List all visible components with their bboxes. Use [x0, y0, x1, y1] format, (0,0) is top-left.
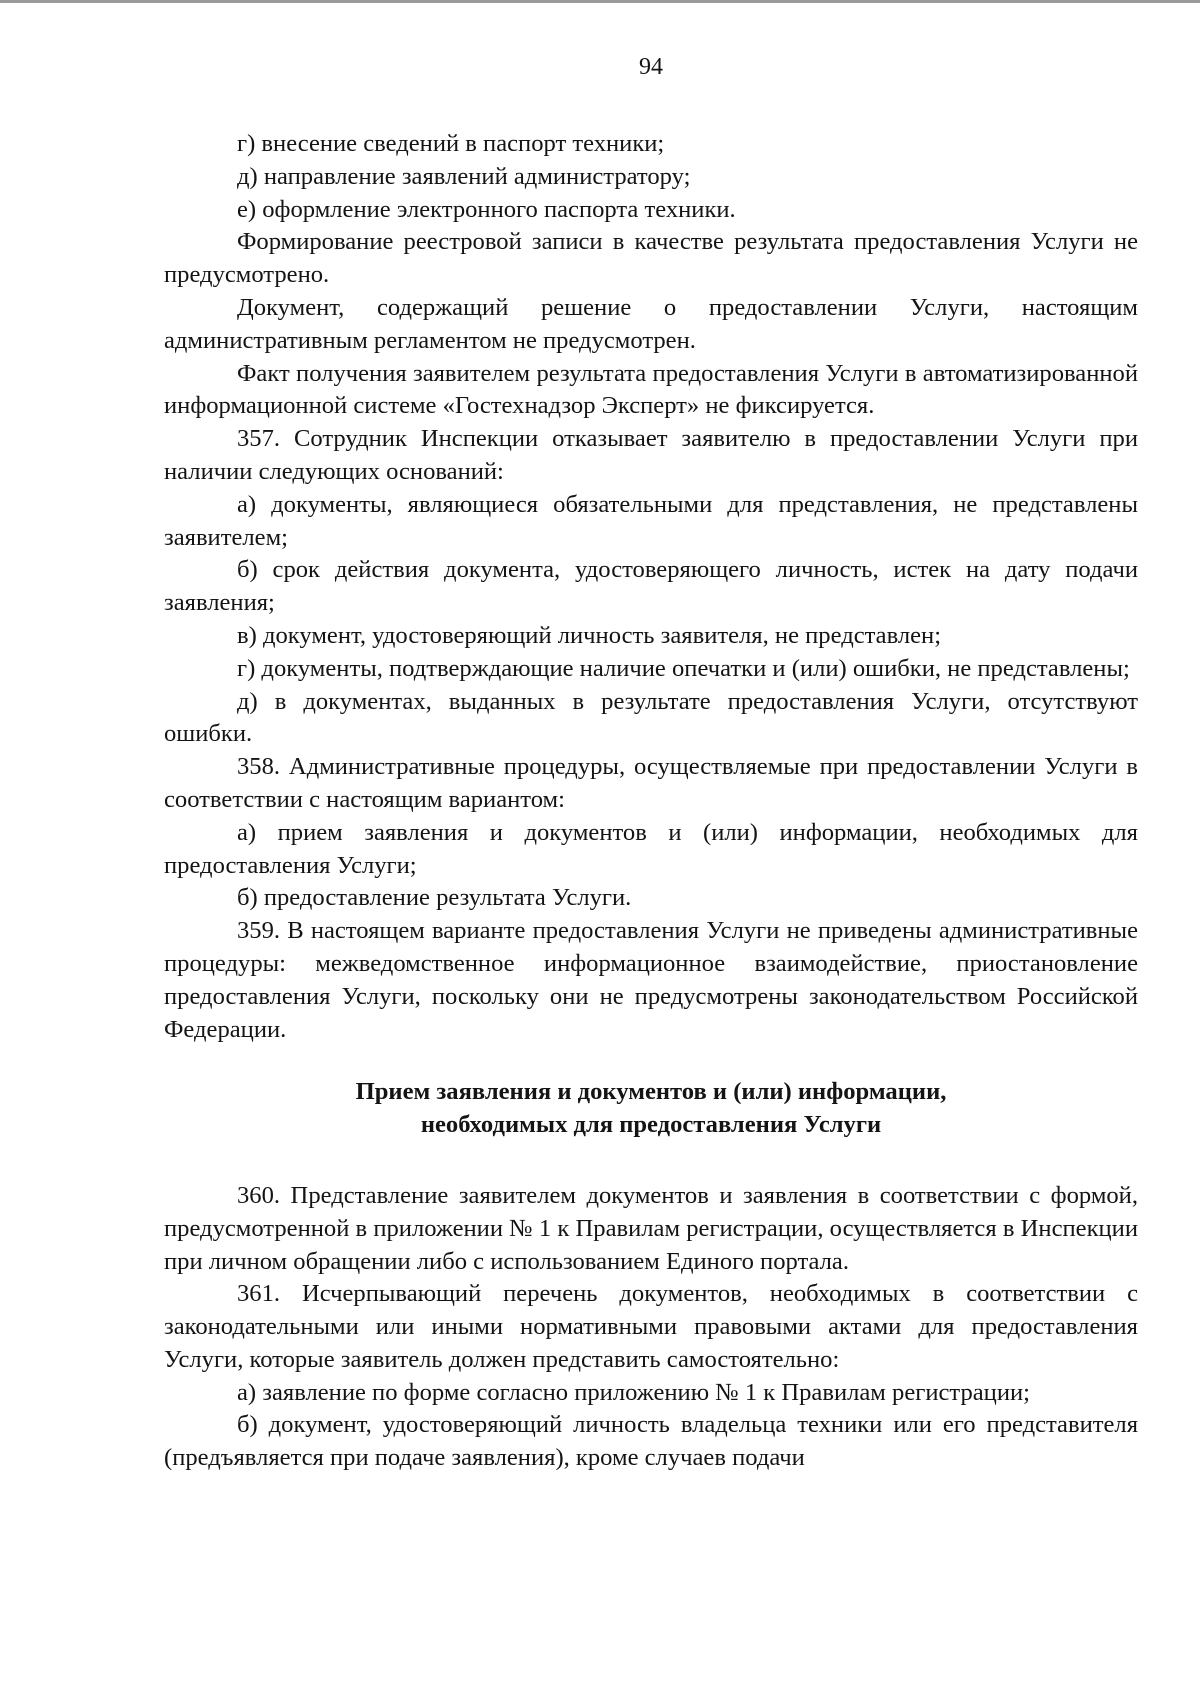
paragraph: д) в документах, выданных в результате предоставления Услуги, отсутствуют ошибки.	[164, 687, 1138, 748]
paragraph: г) внесение сведений в паспорт техники;	[237, 130, 665, 157]
paragraph: Документ, содержащий решение о предоставлении Услуги, настоящим административным регламентом не предусмотрен.	[164, 293, 1138, 354]
page-number: 94	[639, 54, 663, 80]
scan-top-edge	[0, 0, 1200, 3]
paragraph: а) прием заявления и документов и (или) информации, необходимых для предоставления Услуги;	[164, 818, 1138, 879]
paragraph: Формирование реестровой записи в качестве результата предоставления Услуги не предусмотрено.	[164, 228, 1138, 289]
paragraph: Факт получения заявителем результата предоставления Услуги в автоматизированной информационной системе «Гостехнадзор Эксперт» не фиксируется.	[164, 359, 1138, 420]
section-heading-line: необходимых для предоставления Услуги	[420, 1111, 882, 1139]
section-heading-line: Прием заявления и документов и (или) информации,	[355, 1078, 947, 1106]
paragraph: а) документы, являющиеся обязательными для представления, не представлены заявителем;	[164, 490, 1138, 551]
paragraph: г) документы, подтверждающие наличие опечатки и (или) ошибки, не представлены;	[237, 654, 1130, 682]
paragraph: б) документ, удостоверяющий личность владельца техники или его представителя (предъявляется при подаче заявления), кроме случаев подачи	[164, 1411, 1138, 1472]
paragraph: а) заявление по форме согласно приложению № 1 к Правилам регистрации;	[237, 1378, 1030, 1406]
paragraph: в) документ, удостоверяющий личность заявителя, не представлен;	[237, 621, 942, 649]
paragraph: 361. Исчерпывающий перечень документов, необходимых в соответствии с законодательными или иными нормативными правовыми актами для предоставления Услуги, которые заявитель должен представить самостоятельно:	[164, 1280, 1138, 1373]
paragraph: 358. Административные процедуры, осуществляемые при предоставлении Услуги в соответствии с настоящим вариантом:	[164, 753, 1138, 813]
paragraph: д) направление заявлений администратору;	[237, 162, 691, 190]
paragraph: б) срок действия документа, удостоверяющего личность, истек на дату подачи заявления;	[164, 556, 1138, 617]
paragraph: 360. Представление заявителем документов и заявления в соответствии с формой, предусмотренной в приложении № 1 к Правилам регистрации, осуществляется в Инспекции при личном обращении либо с использованием Единого портала.	[164, 1181, 1138, 1275]
document-body	[164, 128, 1138, 1475]
section-heading	[164, 1076, 1138, 1142]
paragraph: 359. В настоящем варианте предоставления Услуги не приведены административные процедуры: межведомственное информационное взаимодействие, приостановление предоставления Услуги, поскольку они не предусмотрены законодательством Российской Федерации.	[164, 917, 1138, 1043]
paragraph: 357. Сотрудник Инспекции отказывает заявителю в предоставлении Услуги при наличии следующих оснований:	[164, 425, 1138, 485]
paragraph: е) оформление электронного паспорта техники.	[237, 195, 736, 223]
paragraph: б) предоставление результата Услуги.	[237, 884, 632, 912]
